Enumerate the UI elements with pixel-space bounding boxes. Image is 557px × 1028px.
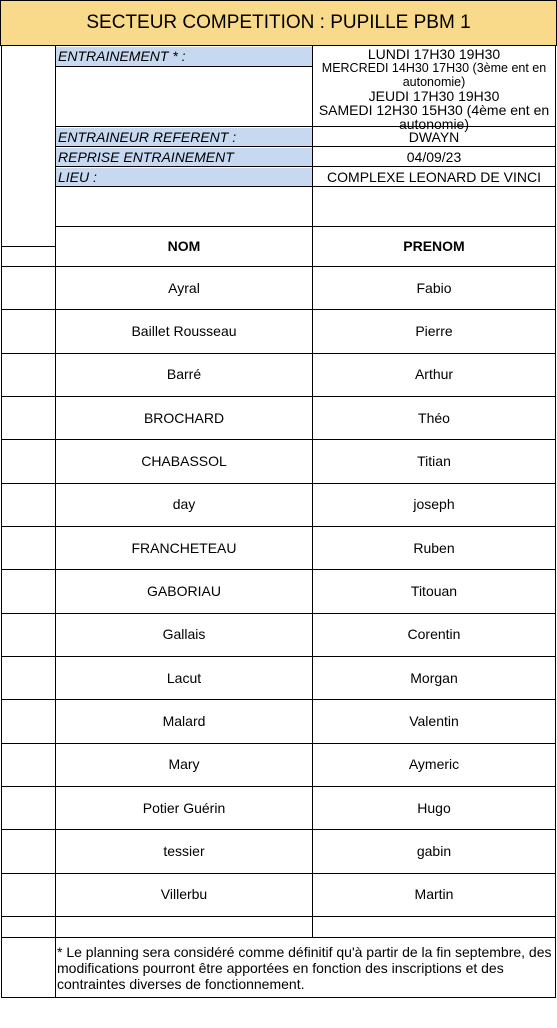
grid-line: [55, 186, 555, 187]
prenom-cell: Pierre: [415, 323, 453, 339]
grid-line: [1, 937, 555, 938]
lieu-label: LIEU :: [56, 168, 312, 186]
prenom-cell: Valentin: [409, 713, 459, 729]
grid-line: [1, 353, 555, 354]
nom-cell: BROCHARD: [143, 409, 225, 426]
reprise-value: 04/09/23: [406, 149, 462, 165]
grid-line: [1, 829, 555, 830]
prenom-cell: Martin: [414, 886, 454, 903]
nom-cell: Mary: [168, 756, 200, 773]
schedule-block: [313, 47, 555, 131]
grid-line: [1, 396, 555, 397]
footnote: * Le planning sera considéré comme définitif qu'à partir de la fin septembre, des modifications pourront être apportées en fonction des inscriptions et des contraintes diverses de fonctionnement.: [57, 944, 552, 992]
nom-cell: Barré: [166, 366, 202, 383]
grid-line: [1, 613, 555, 614]
entraineur-label: ENTRAINEUR REFERENT :: [56, 128, 312, 146]
nom-cell: Baillet Rousseau: [131, 323, 237, 339]
grid-line: [55, 226, 555, 227]
prenom-cell: Morgan: [410, 669, 458, 686]
grid-line: [1, 483, 555, 484]
schedule-line: JEUDI 17H30 19H30: [368, 88, 500, 104]
nom-cell: GABORIAU: [147, 583, 221, 599]
grid-line: [55, 166, 555, 167]
prenom-cell: gabin: [416, 843, 452, 859]
grid-line: [1, 699, 555, 700]
grid-line: [1, 997, 555, 998]
grid-line: [1, 309, 555, 310]
grid-line: [555, 46, 556, 998]
nom-cell: Gallais: [162, 626, 206, 643]
grid-line: [1, 46, 2, 998]
nom-cell: Villerbu: [160, 886, 208, 903]
entrainement-label: ENTRAINEMENT * :: [56, 47, 312, 66]
grid-line: [55, 126, 555, 127]
nom-cell: CHABASSOL: [141, 453, 227, 469]
nom-cell: Ayral: [168, 279, 200, 296]
lieu-value: COMPLEXE LEONARD DE VINCI: [327, 169, 541, 185]
prenom-cell: Aymeric: [408, 756, 460, 773]
entraineur-value: DWAYN: [408, 129, 460, 145]
grid-line: [1, 266, 555, 267]
column-header-nom: NOM: [167, 238, 201, 254]
nom-cell: Lacut: [166, 669, 202, 686]
grid-line: [55, 146, 555, 147]
reprise-label: REPRISE ENTRAINEMENT: [56, 148, 312, 166]
prenom-cell: joseph: [413, 496, 455, 513]
prenom-cell: Corentin: [407, 626, 461, 643]
grid-line: [1, 743, 555, 744]
prenom-cell: Arthur: [414, 366, 454, 383]
prenom-cell: Fabio: [416, 279, 452, 296]
prenom-cell: Titian: [417, 453, 451, 469]
grid-line: [1, 439, 555, 440]
nom-cell: FRANCHETEAU: [131, 539, 237, 556]
grid-line: [1, 526, 555, 527]
schedule-line: LUNDI 17H30 19H30: [367, 46, 501, 62]
prenom-cell: Hugo: [417, 799, 451, 816]
grid-line: [1, 569, 555, 570]
prenom-cell: Ruben: [413, 539, 455, 556]
grid-line: [1, 786, 555, 787]
nom-cell: tessier: [163, 843, 205, 859]
grid-line: [1, 916, 555, 917]
grid-line: [1, 873, 555, 874]
prenom-cell: Théo: [418, 409, 450, 426]
nom-cell: Potier Guérin: [142, 799, 226, 816]
column-header-prenom: PRENOM: [403, 238, 465, 254]
nom-cell: day: [172, 496, 196, 513]
nom-cell: Malard: [162, 713, 206, 729]
prenom-cell: Titouan: [410, 583, 458, 599]
schedule-line: MERCREDI 14H30 17H30 (3ème ent en autonomie): [321, 61, 547, 89]
grid-line: [55, 66, 312, 67]
grid-line: [1, 246, 55, 247]
page-title: SECTEUR COMPETITION : PUPILLE PBM 1: [0, 0, 557, 46]
grid-line: [1, 656, 555, 657]
schedule-line: SAMEDI 12H30 15H30 (4ème ent en autonomie): [318, 102, 550, 132]
